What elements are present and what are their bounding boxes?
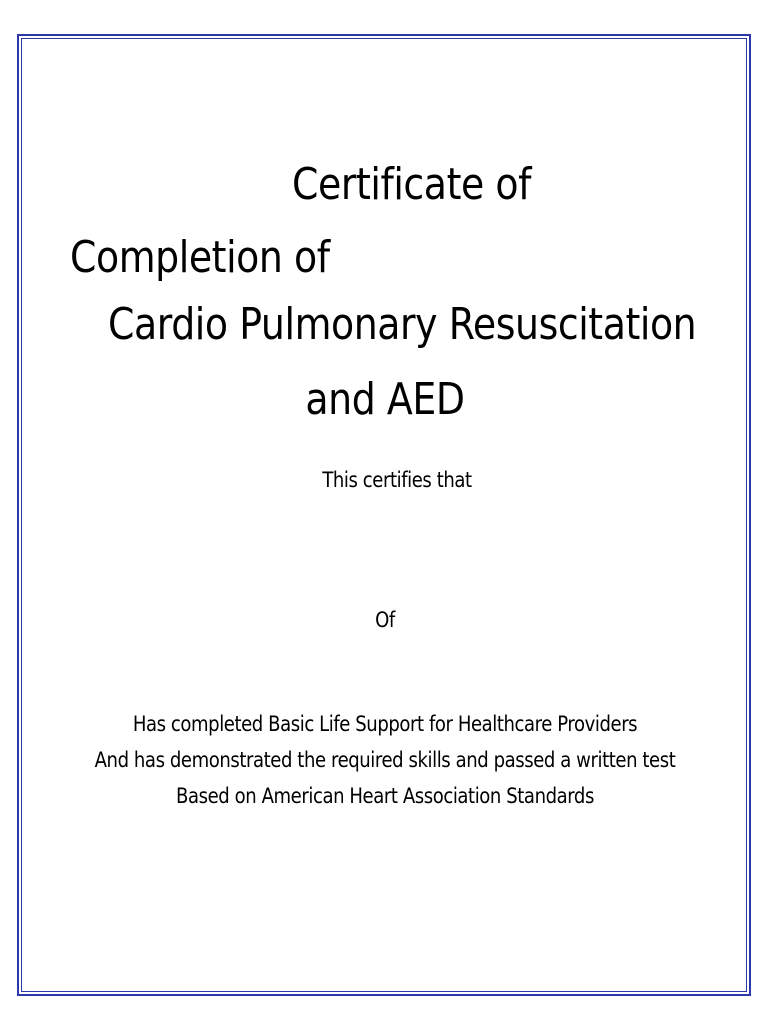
title-and-aed: and AED: [305, 374, 465, 425]
certifies-text: This certifies that: [322, 468, 472, 492]
title-course-name: Cardio Pulmonary Resuscitation: [108, 299, 697, 350]
of-text: Of: [375, 608, 395, 632]
completion-statement: [54, 712, 716, 820]
statement-line-1: Has completed Basic Life Support for Healthcare Providers: [132, 712, 638, 736]
title-completion-of: Completion of: [70, 232, 330, 283]
statement-line-3: Based on American Heart Association Standards: [176, 784, 594, 808]
statement-line-2: And has demonstrated the required skills and passed a written test: [94, 748, 676, 772]
title-certificate-of: Certificate of: [292, 159, 532, 210]
